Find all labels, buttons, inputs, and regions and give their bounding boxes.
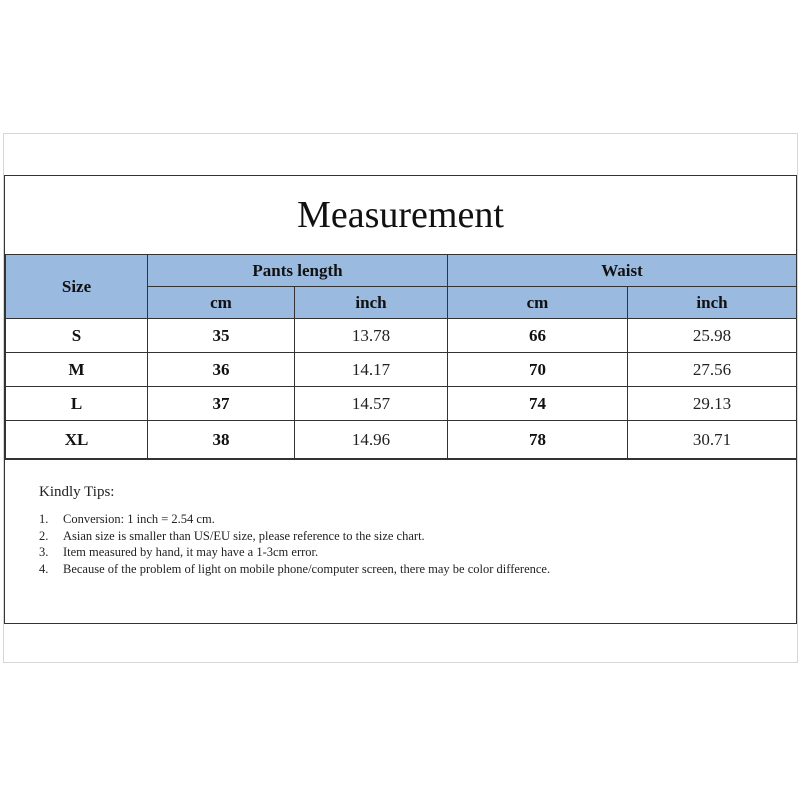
waist-header: Waist: [448, 255, 797, 287]
tip-number: 2.: [39, 528, 49, 543]
size-column-header: Size: [6, 255, 148, 319]
size-cell: L: [6, 387, 148, 421]
waist-inch-header: inch: [628, 287, 797, 319]
pants-inch-cell: 14.96: [295, 421, 448, 459]
pants-inch-cell: 14.57: [295, 387, 448, 421]
table-row: [6, 387, 797, 421]
pants-inch-cell: 13.78: [295, 319, 448, 353]
table-row: [6, 319, 797, 353]
pants-inch-header: inch: [295, 287, 448, 319]
list-item: [39, 544, 796, 561]
list-item: [39, 528, 796, 545]
tips-section: [5, 459, 796, 624]
tip-text: Because of the problem of light on mobile phone/computer screen, there may be color difference.: [63, 561, 551, 576]
waist-inch-cell: 29.13: [628, 387, 797, 421]
tip-number: 3.: [39, 545, 49, 559]
waist-inch-cell: 27.56: [628, 353, 797, 387]
size-cell: M: [6, 353, 148, 387]
tips-heading: Kindly Tips:: [39, 484, 115, 500]
waist-inch-cell: 30.71: [628, 421, 797, 459]
table-row: [6, 353, 797, 387]
tip-number: 4.: [39, 561, 49, 576]
waist-cm-cell: 70: [448, 353, 628, 387]
waist-cm-cell: 78: [448, 421, 628, 459]
list-item: [39, 511, 796, 528]
pants-cm-cell: 38: [148, 421, 295, 459]
pants-inch-cell: 14.17: [295, 353, 448, 387]
pants-length-header: Pants length: [148, 255, 448, 287]
size-table: [5, 254, 797, 459]
page-title: Measurement: [297, 194, 504, 236]
table-row: [6, 421, 797, 459]
pants-cm-header: cm: [148, 287, 295, 319]
size-cell: XL: [6, 421, 148, 459]
tips-list: [39, 511, 796, 577]
pants-cm-cell: 36: [148, 353, 295, 387]
pants-cm-cell: 37: [148, 387, 295, 421]
waist-inch-cell: 25.98: [628, 319, 797, 353]
size-cell: S: [6, 319, 148, 353]
pants-cm-cell: 35: [148, 319, 295, 353]
waist-cm-header: cm: [448, 287, 628, 319]
tip-text: Conversion: 1 inch = 2.54 cm.: [63, 512, 215, 526]
tip-number: 1.: [39, 512, 49, 526]
waist-cm-cell: 74: [448, 387, 628, 421]
size-chart-card: [4, 175, 797, 624]
tip-text: Asian size is smaller than US/EU size, please reference to the size chart.: [63, 528, 425, 543]
waist-cm-cell: 66: [448, 319, 628, 353]
list-item: [39, 561, 796, 578]
tip-text: Item measured by hand, it may have a 1-3cm error.: [63, 545, 319, 559]
